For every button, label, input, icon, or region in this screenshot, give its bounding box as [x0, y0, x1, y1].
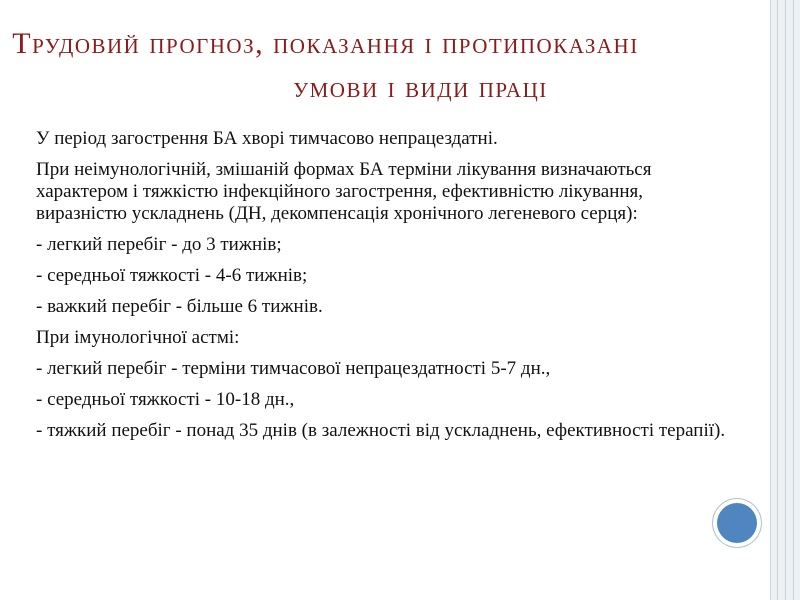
- list-item-mild-2: - легкий перебіг - терміни тимчасової непрацездатності 5-7 дн.,: [36, 358, 551, 379]
- title-line-2: умови і види праці: [293, 71, 548, 104]
- margin-line: [777, 0, 778, 600]
- slide-body: [36, 128, 736, 451]
- margin-line: [793, 0, 794, 600]
- list-item-mild-1: - легкий перебіг - до 3 тижнів;: [36, 234, 282, 255]
- decorative-circle-icon: [713, 499, 761, 547]
- margin-line: [785, 0, 786, 600]
- paragraph-immune-asthma: При імунологічної астмі:: [36, 327, 240, 348]
- list-item-moderate-2: - середньої тяжкості - 10-18 дн.,: [36, 389, 295, 410]
- paragraph-nonimmune-forms: При неімунологічній, змішаній формах БА терміни лікування визначаються характером і тяжкістю інфекційного загострення, ефективністю лікування, виразністю ускладнень (ДН, декомпенсація хронічного легеневого серця):: [36, 159, 652, 224]
- list-item-severe-2: - тяжкий перебіг - понад 35 днів (в залежності від ускладнень, ефективності терапії).: [36, 420, 726, 441]
- right-margin-decoration: [771, 0, 800, 600]
- title-line-1: Трудовий прогноз, показання і протипоказані: [12, 27, 639, 60]
- list-item-severe-1: - важкий перебіг - більше 6 тижнів.: [36, 296, 323, 317]
- list-item-moderate-1: - середньої тяжкості - 4-6 тижнів;: [36, 265, 308, 286]
- slide-title: [0, 22, 771, 110]
- paragraph-acute-period: У період загострення БА хворі тимчасово непрацездатні.: [36, 128, 498, 149]
